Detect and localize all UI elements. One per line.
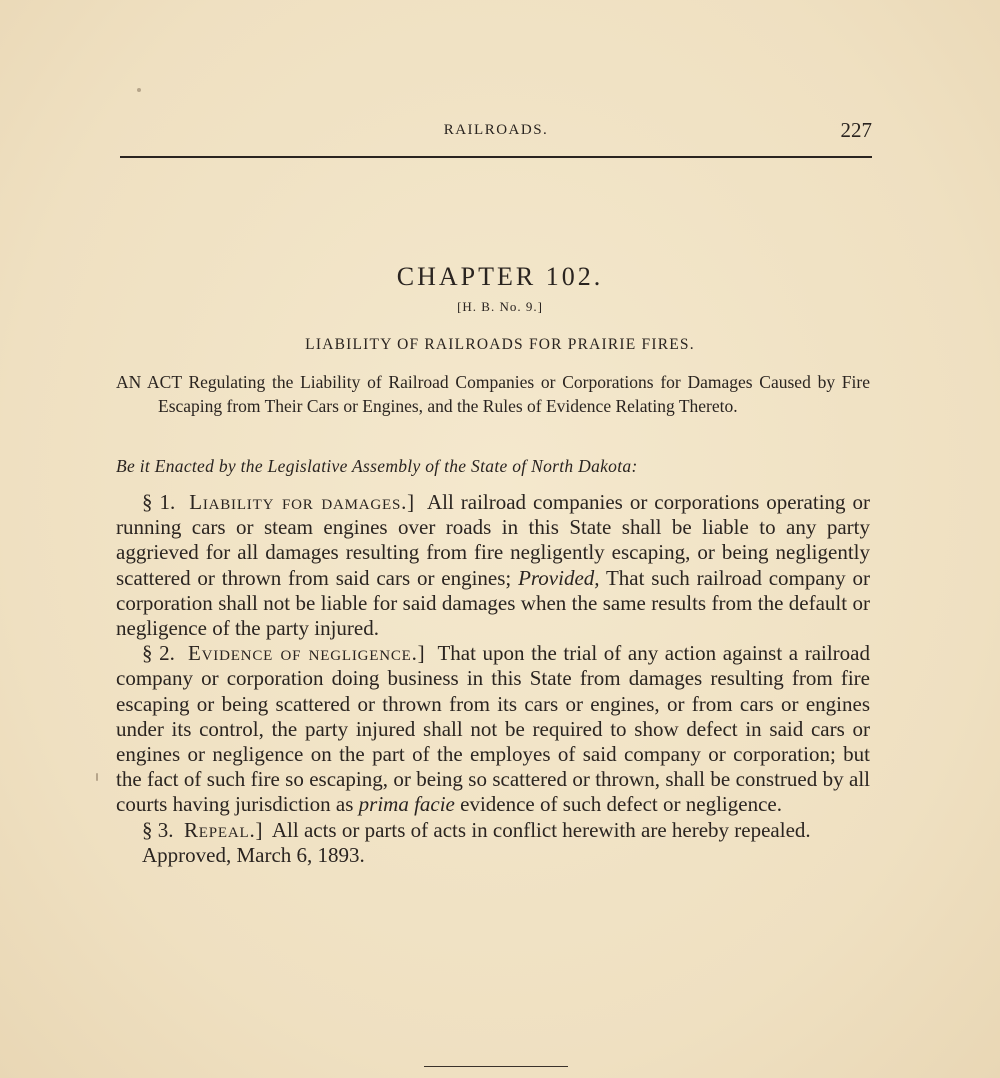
section-1-emphasis: Provided, — [518, 565, 600, 590]
footer-rule — [424, 1066, 568, 1067]
section-3-text: All acts or parts of acts in conflict herewith are hereby repealed. — [271, 817, 811, 842]
section-2-heading: Evidence of negligence. — [188, 641, 418, 666]
section-2: § 2. Evidence of negligence.] That upon the trial of any action against a railroad company or corporation doing business in this State from damages resulting from fire escaping or being scattered or thrown from its cars or engines, or from cars or engines under its control, the party injured shall not be required to show defect in said cars or engines or negligence on the part of the employes of said company or corporation; but the fact of such fire so escaping, or being so scattered or thrown, shall be construed by all courts having jurisdiction as prima facie evidence of such defect or negligence. — [116, 641, 870, 817]
section-2-emphasis: prima facie — [358, 792, 455, 817]
running-title: RAILROADS. — [443, 122, 549, 138]
section-1-text: All railroad companies or corporations operating or running cars or steam engines over roads in this State shall be liable to any party aggrieved for all damages resulting from fire negligently escaping, or being negligently scattered or thrown from said cars or engines; — [116, 490, 871, 590]
paper-speck — [96, 773, 98, 781]
chapter-subject: LIABILITY OF RAILROADS FOR PRAIRIE FIRES. — [305, 336, 695, 353]
running-head — [120, 118, 872, 144]
paper-speck — [137, 88, 141, 92]
section-1-text-end: That such railroad company or corporation shall not be liable for said damages when the same results from the default or negligence of the party injured. — [116, 565, 870, 641]
enacting-clause: Be it Enacted by the Legislative Assembly of the State of North Dakota: — [116, 456, 638, 476]
section-2-text: That upon the trial of any action against a railroad company or corporation doing business in this State from damages resulting from fire escaping or being scattered or thrown from its cars or engines, or from cars or engines under its control, the party injured shall not be required to show defect in said cars or engines or negligence on the part of the employes of said company or corporation; but the fact of such fire so escaping, or being so scattered or thrown, shall be construed by all courts having jurisdiction as — [116, 641, 870, 817]
page-number: 227 — [840, 118, 872, 142]
bill-number: [H. B. No. 9.] — [457, 299, 543, 314]
approval-date: Approved, March 6, 1893. — [142, 842, 365, 867]
section-1-heading: Liability for damages. — [189, 490, 408, 514]
act-body — [116, 490, 870, 868]
section-3-number: § 3. — [142, 817, 174, 842]
section-3-heading: Repeal. — [184, 817, 256, 842]
header-rule — [120, 156, 872, 158]
act-title: AN ACT Regulating the Liability of Railroad Companies or Corporations for Damages Caused by Fire Escaping from Their Cars or Engines, and the Rules of Evidence Relating Thereto. — [116, 372, 870, 416]
section-3: § 3. Repeal.] All acts or parts of acts in conflict herewith are hereby repealed. — [142, 817, 811, 842]
section-1: § 1. Liability for damages.] All railroad companies or corporations operating or running cars or steam engines over roads in this State shall be liable to any party aggrieved for all damages resulting from fire negligently escaping, or being negligently scattered or thrown from said cars or engines; Provided, That such railroad company or corporation shall not be liable for said damages when the same results from the default or negligence of the party injured. — [116, 490, 871, 641]
section-2-text-end: evidence of such defect or negligence. — [454, 792, 782, 817]
chapter-title: CHAPTER 102. — [396, 262, 604, 291]
section-2-number: § 2. — [142, 641, 175, 666]
section-1-number: § 1. — [142, 490, 176, 514]
